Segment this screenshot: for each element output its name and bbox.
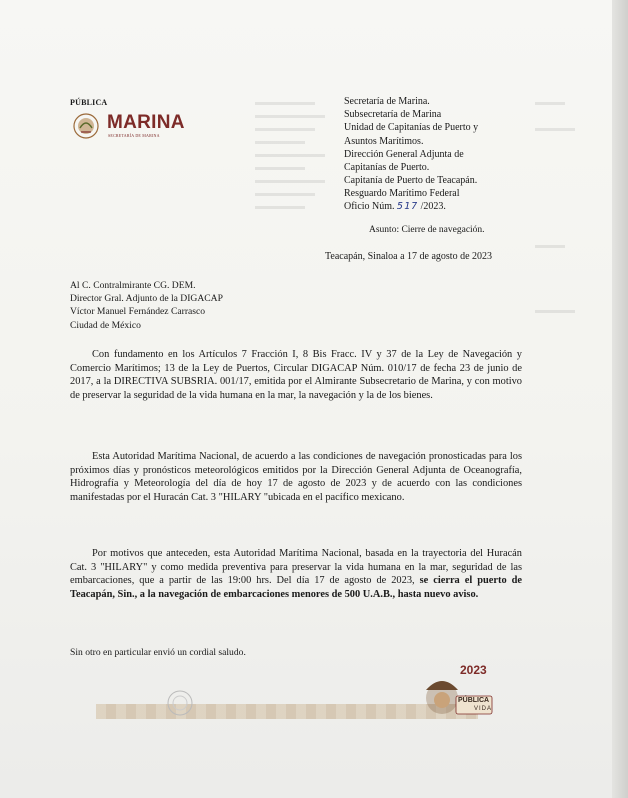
header-line: Dirección General Adjunta de <box>344 148 464 160</box>
recipient-line: Ciudad de México <box>70 319 141 331</box>
seal-watermark-icon <box>160 688 200 718</box>
header-line: Capitanías de Puerto. <box>344 162 430 174</box>
body-paragraph-1 <box>70 348 522 402</box>
header-line: Resguardo Marítimo Federal <box>344 188 460 200</box>
sender-header <box>344 95 524 201</box>
oficio-label: Oficio Núm. <box>344 201 395 212</box>
oficio-year: /2023. <box>420 201 446 212</box>
header-line: Capitanía de Puerto de Teacapán. <box>344 175 478 187</box>
header-line: Unidad de Capitanías de Puerto y <box>344 122 479 134</box>
oficio-number <box>344 201 446 212</box>
page-edge <box>612 0 628 798</box>
closing-line: Sin otro en particular envió un cordial saludo. <box>70 647 246 658</box>
header-line: Secretaría de Marina. <box>344 96 430 107</box>
body-paragraph-3 <box>70 547 522 601</box>
paragraph-bold-text: se cierra el puerto de Teacapán, Sin., a la navegación de embarcaciones menores de 500 U.A.B., hasta nuevo aviso. <box>70 575 523 600</box>
header-line: Subsecretaría de Marina <box>344 109 442 121</box>
header-line: Asuntos Marítimos. <box>344 135 424 147</box>
show-through-text-right: ▬▬▬ ▬▬▬▬ ▬▬▬ ▬▬▬▬ <box>535 97 575 316</box>
subject-line: Asunto: Cierre de navegación. <box>369 225 485 235</box>
paragraph-text: Con fundamento en los Artículos 7 Fracción I, 8 Bis Fracc. IV y 37 de la Ley de Navegación y Comercio Marítimos; 13 de la Ley de Puertos, Circular DIGACAP Núm. 010/17 de fecha 23 de junio de 2017, a la DIRECTIVA SUBSRIA. 001/17, emitida por el Almirante Subsecretario de Marina, y con motivo de preservar la seguridad de la vida humana en la mar, la navegación y la de los bienes. <box>70 349 522 401</box>
logo-subtitle: SECRETARÍA DE MARINA <box>108 133 160 138</box>
footer-badge-word: VIDA <box>474 706 493 712</box>
recipient-block <box>70 279 223 332</box>
recipient-line: Director Gral. Adjunto de la DIGACAP <box>70 293 223 305</box>
paragraph-text: Por motivos que anteceden, esta Autoridad Marítima Nacional, basada en la trayectoria del Huracán Cat. 3 "HILARY" y como medida preventiva para preservar la vida humana en la mar, seguridad de las embarcaciones, que a partir de las 19:00 hrs. Del día 17 de agosto de 2023, <box>70 548 522 587</box>
recipient-line: Al C. Contralmirante CG. DEM. <box>70 280 196 291</box>
show-through-text: ▬▬▬▬▬▬ ▬▬▬▬▬▬▬ ▬▬▬▬▬▬ ▬▬▬▬▬ ▬▬▬▬▬▬▬ ▬▬▬▬▬ ▬▬▬▬▬▬▬ ▬▬▬▬▬▬ ▬▬▬▬▬ <box>255 97 325 212</box>
oficio-handwritten-number: 517 <box>397 201 419 212</box>
paragraph-text: Esta Autoridad Marítima Nacional, de acuerdo a las condiciones de navegación pronosticadas para los próximos días y pronósticos meteorológicos emitidos por la Dirección General Adjunta de Oceanografía, Hidrografía y Meteorología del día de hoy 17 de agosto de 2023 y de acuerdo con las condiciones manifestadas por el Huracán Cat. 3 "HILARY "ubicada en el pacífico mexicano. <box>70 451 522 503</box>
footer-badge-title: PÚBLICA <box>458 697 490 704</box>
place-date: Teacapán, Sinaloa a 17 de agosto de 2023 <box>325 251 493 262</box>
logo-wordmark: MARINA <box>107 112 185 133</box>
classification-label: PÚBLICA <box>70 98 108 107</box>
body-paragraph-2 <box>70 450 522 504</box>
recipient-line: Víctor Manuel Fernández Carrasco <box>70 306 206 318</box>
footer-year: 2023 <box>460 663 487 677</box>
